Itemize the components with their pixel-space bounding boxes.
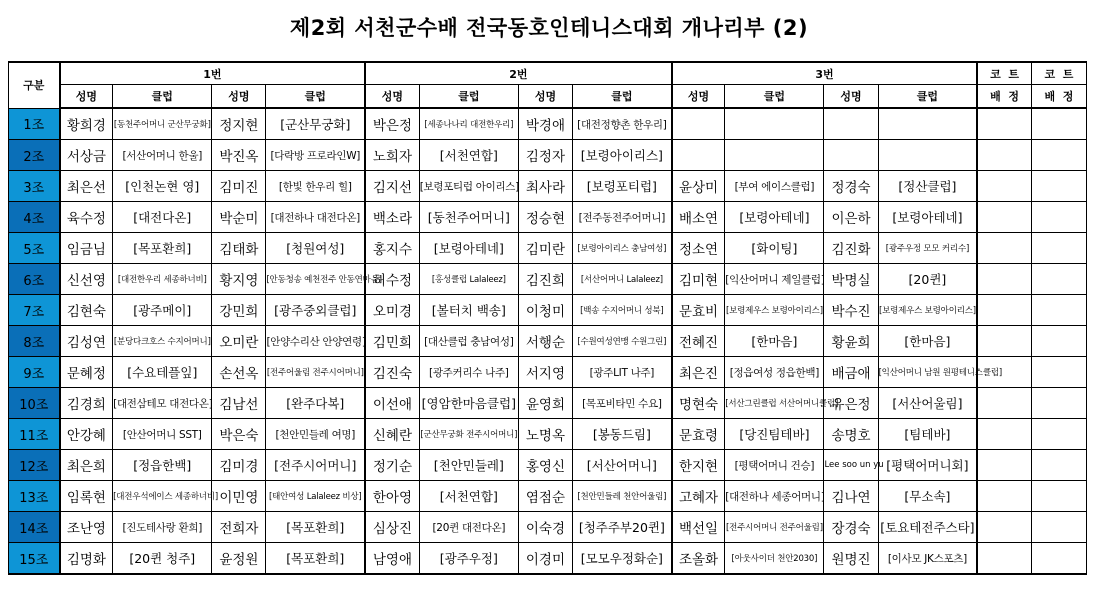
player-club: [군산무궁화] xyxy=(266,108,365,140)
player-club: [세종나나리 대전한우리] xyxy=(419,108,518,140)
player-club: [한빛 한우리 힐] xyxy=(266,171,365,202)
header-court-2: 코 트 xyxy=(1031,62,1086,85)
player-name: 송명호 xyxy=(824,419,878,450)
header-slot-2: 2번 xyxy=(365,62,672,85)
player-name xyxy=(672,140,725,171)
player-club: [안동청송 예천전주 안동연마음] xyxy=(266,264,365,295)
player-name: 김남선 xyxy=(212,388,266,419)
player-club: [광주우정] xyxy=(419,543,518,575)
player-club: [대전우석에이스 세종하너비] xyxy=(113,481,212,512)
player-name: 김성연 xyxy=(60,326,113,357)
player-name: 김미경 xyxy=(212,450,266,481)
player-club: [광주커리수 나주] xyxy=(419,357,518,388)
player-name: 백소라 xyxy=(365,202,419,233)
court-assign-2 xyxy=(1031,108,1086,140)
player-club: [태안여성 Lalaleez 비상] xyxy=(266,481,365,512)
player-name: 서상금 xyxy=(60,140,113,171)
player-name: 정경숙 xyxy=(824,171,878,202)
player-club: [보령아테네] xyxy=(419,233,518,264)
player-name: 이숙경 xyxy=(518,512,572,543)
player-name: 장경숙 xyxy=(824,512,878,543)
player-club: [인천논현 영] xyxy=(113,171,212,202)
player-club: [목포환희] xyxy=(266,543,365,575)
player-club: [목포환희] xyxy=(113,233,212,264)
group-row xyxy=(9,233,1087,264)
player-club: [백송 수지어머니 성북] xyxy=(573,295,672,326)
player-name: 이경미 xyxy=(518,543,572,575)
player-name: 이민영 xyxy=(212,481,266,512)
player-name: 황윤희 xyxy=(824,326,878,357)
group-label: 14조 xyxy=(9,512,60,543)
court-assign-2 xyxy=(1031,419,1086,450)
player-club: [군산무궁화 전주시어머니] xyxy=(419,419,518,450)
player-club: [모모우정화순] xyxy=(573,543,672,575)
court-assign-2 xyxy=(1031,295,1086,326)
player-club: [보령아이리스] xyxy=(573,140,672,171)
header-name: 성명 xyxy=(365,85,419,109)
player-club: [목포환희] xyxy=(266,512,365,543)
player-club: [안산어머니 SST] xyxy=(113,419,212,450)
header-name: 성명 xyxy=(60,85,113,109)
player-name: 박명실 xyxy=(824,264,878,295)
group-label: 11조 xyxy=(9,419,60,450)
player-name: 서지영 xyxy=(518,357,572,388)
player-name: 최은희 xyxy=(60,450,113,481)
player-name: 박순미 xyxy=(212,202,266,233)
header-club: 클럽 xyxy=(878,85,977,109)
player-club: [대전정향촌 한우리] xyxy=(573,108,672,140)
court-assign-1 xyxy=(977,171,1031,202)
player-club: [목포비타민 수요] xyxy=(573,388,672,419)
player-name: 김진희 xyxy=(518,264,572,295)
player-name: 정기순 xyxy=(365,450,419,481)
player-name: 안강혜 xyxy=(60,419,113,450)
group-row xyxy=(9,512,1087,543)
group-row xyxy=(9,450,1087,481)
player-name: 한지현 xyxy=(672,450,725,481)
player-club: [분당다크호스 수지어머니] xyxy=(113,326,212,357)
player-club: [서산어머니 Lalaleez] xyxy=(573,264,672,295)
player-name: 박수진 xyxy=(824,295,878,326)
player-club xyxy=(725,108,824,140)
court-assign-1 xyxy=(977,295,1031,326)
court-assign-1 xyxy=(977,264,1031,295)
player-club: [대전한우리 세종하너비] xyxy=(113,264,212,295)
player-club: [20퀸 청주] xyxy=(113,543,212,575)
player-name: 김현숙 xyxy=(60,295,113,326)
player-club: [수원여성연맹 수원그린] xyxy=(573,326,672,357)
player-club: [다락방 프로라인W] xyxy=(266,140,365,171)
player-name: 문효비 xyxy=(672,295,725,326)
player-name: 이청미 xyxy=(518,295,572,326)
player-club xyxy=(878,108,977,140)
player-club: [전주어울림 전주시어머니] xyxy=(266,357,365,388)
player-name: 명현숙 xyxy=(672,388,725,419)
player-name: 김미란 xyxy=(518,233,572,264)
header-club: 클럽 xyxy=(573,85,672,109)
court-assign-2 xyxy=(1031,357,1086,388)
group-label: 9조 xyxy=(9,357,60,388)
court-assign-2 xyxy=(1031,233,1086,264)
court-assign-1 xyxy=(977,512,1031,543)
group-row xyxy=(9,357,1087,388)
header-name: 성명 xyxy=(672,85,725,109)
player-name: 한아영 xyxy=(365,481,419,512)
player-name: 김진화 xyxy=(824,233,878,264)
header-name: 성명 xyxy=(824,85,878,109)
player-name xyxy=(824,140,878,171)
player-name: 김명화 xyxy=(60,543,113,575)
player-name: 박은정 xyxy=(365,108,419,140)
player-name: 김미현 xyxy=(672,264,725,295)
player-club: [동천주어머니] xyxy=(419,202,518,233)
player-name: 김경희 xyxy=(60,388,113,419)
player-name: 배금애 xyxy=(824,357,878,388)
player-name: 백선일 xyxy=(672,512,725,543)
player-club xyxy=(878,140,977,171)
player-name: 김태화 xyxy=(212,233,266,264)
player-name: 윤영희 xyxy=(518,388,572,419)
player-name: 임금님 xyxy=(60,233,113,264)
court-assign-2 xyxy=(1031,202,1086,233)
player-name: 이선애 xyxy=(365,388,419,419)
court-assign-2 xyxy=(1031,512,1086,543)
player-name: 심상진 xyxy=(365,512,419,543)
court-assign-1 xyxy=(977,233,1031,264)
player-club: [서천연합] xyxy=(419,140,518,171)
player-name: 노희자 xyxy=(365,140,419,171)
header-name: 성명 xyxy=(212,85,266,109)
player-club: [한마음] xyxy=(878,326,977,357)
group-label: 10조 xyxy=(9,388,60,419)
player-club: [평택어머니 건승] xyxy=(725,450,824,481)
player-club: [한마음] xyxy=(725,326,824,357)
player-club: [홍성클럽 Lalaleez] xyxy=(419,264,518,295)
player-name: 김정자 xyxy=(518,140,572,171)
player-club: [토요테전주스타] xyxy=(878,512,977,543)
player-name: 홍영신 xyxy=(518,450,572,481)
player-name: 최사라 xyxy=(518,171,572,202)
player-name xyxy=(824,108,878,140)
player-name: 조올화 xyxy=(672,543,725,575)
header-assign-1: 배 정 xyxy=(977,85,1031,109)
player-name: 정소연 xyxy=(672,233,725,264)
player-club: [보령아테네] xyxy=(725,202,824,233)
header-club: 클럽 xyxy=(266,85,365,109)
court-assign-2 xyxy=(1031,326,1086,357)
player-name: 전희자 xyxy=(212,512,266,543)
player-name: 김지선 xyxy=(365,171,419,202)
group-row xyxy=(9,171,1087,202)
player-club xyxy=(725,140,824,171)
player-name: 고혜자 xyxy=(672,481,725,512)
player-club: [광주우정 모모 커리수] xyxy=(878,233,977,264)
player-name: 최은진 xyxy=(672,357,725,388)
court-assign-2 xyxy=(1031,481,1086,512)
group-row xyxy=(9,543,1087,575)
header-club: 클럽 xyxy=(419,85,518,109)
group-row xyxy=(9,108,1087,140)
player-name: 이은하 xyxy=(824,202,878,233)
player-club: [대전다온] xyxy=(113,202,212,233)
court-assign-2 xyxy=(1031,543,1086,575)
player-name: 배소연 xyxy=(672,202,725,233)
player-name: 서행순 xyxy=(518,326,572,357)
header-gubun: 구분 xyxy=(9,62,60,108)
player-club: [볼터치 백송] xyxy=(419,295,518,326)
player-club: [이사모 JK스포츠] xyxy=(878,543,977,575)
court-assign-1 xyxy=(977,140,1031,171)
player-name: 황지영 xyxy=(212,264,266,295)
header-assign-2: 배 정 xyxy=(1031,85,1086,109)
group-table xyxy=(8,61,1087,575)
group-label: 13조 xyxy=(9,481,60,512)
group-row xyxy=(9,202,1087,233)
player-name: 유은정 xyxy=(824,388,878,419)
group-row xyxy=(9,419,1087,450)
group-label: 2조 xyxy=(9,140,60,171)
player-club: [익산어머니 남원 원평테니스클럽] xyxy=(878,357,977,388)
player-club: [수요테플잎] xyxy=(113,357,212,388)
player-club: [보령아이리스 충남여성] xyxy=(573,233,672,264)
player-club: [정읍여성 정읍한백] xyxy=(725,357,824,388)
court-assign-1 xyxy=(977,202,1031,233)
player-club: [동천주어머니 군산무궁화] xyxy=(113,108,212,140)
court-assign-2 xyxy=(1031,388,1086,419)
group-row xyxy=(9,295,1087,326)
court-assign-2 xyxy=(1031,171,1086,202)
player-club: [완주다복] xyxy=(266,388,365,419)
court-assign-2 xyxy=(1031,450,1086,481)
player-club: [전주동전주어머니] xyxy=(573,202,672,233)
player-name: 오미경 xyxy=(365,295,419,326)
player-name: 김나연 xyxy=(824,481,878,512)
player-name: 윤정원 xyxy=(212,543,266,575)
court-assign-1 xyxy=(977,388,1031,419)
group-label: 7조 xyxy=(9,295,60,326)
player-name: 박진옥 xyxy=(212,140,266,171)
court-assign-2 xyxy=(1031,264,1086,295)
court-assign-1 xyxy=(977,450,1031,481)
player-club: [20퀸 대전다온] xyxy=(419,512,518,543)
player-club: [보령포티럽 아이리스] xyxy=(419,171,518,202)
player-name: 최은선 xyxy=(60,171,113,202)
player-club: [서천연합] xyxy=(419,481,518,512)
court-assign-1 xyxy=(977,326,1031,357)
player-name: 홍지수 xyxy=(365,233,419,264)
player-name: 김민희 xyxy=(365,326,419,357)
player-club: [전주시어머니 전주어울림] xyxy=(725,512,824,543)
player-club: [안양수리산 안양연령] xyxy=(266,326,365,357)
group-row xyxy=(9,481,1087,512)
group-label: 1조 xyxy=(9,108,60,140)
player-name xyxy=(672,108,725,140)
player-club: [아웃사이더 천안2030] xyxy=(725,543,824,575)
court-assign-2 xyxy=(1031,140,1086,171)
player-club: [진도테사랑 환희] xyxy=(113,512,212,543)
player-club: [대전삼테모 대전다온] xyxy=(113,388,212,419)
player-club: [천안민들레 여명] xyxy=(266,419,365,450)
court-assign-1 xyxy=(977,419,1031,450)
player-name: 신선영 xyxy=(60,264,113,295)
player-club: [평택어머니회] xyxy=(878,450,977,481)
player-name: 박경애 xyxy=(518,108,572,140)
player-club: [광주LIT 나주] xyxy=(573,357,672,388)
court-assign-1 xyxy=(977,481,1031,512)
player-club: [당진팀테바] xyxy=(725,419,824,450)
player-name: 노명옥 xyxy=(518,419,572,450)
court-assign-1 xyxy=(977,108,1031,140)
player-club: [서산그린클럽 서산어머니클럽] xyxy=(725,388,824,419)
player-name: 김미진 xyxy=(212,171,266,202)
header-club: 클럽 xyxy=(113,85,212,109)
player-club: [영암한마음클럽] xyxy=(419,388,518,419)
player-name: 육수정 xyxy=(60,202,113,233)
header-court-1: 코 트 xyxy=(977,62,1031,85)
player-club: [광주메이] xyxy=(113,295,212,326)
player-club: [정산클럽] xyxy=(878,171,977,202)
group-label: 6조 xyxy=(9,264,60,295)
player-name: 남영애 xyxy=(365,543,419,575)
player-club: [서산어울림] xyxy=(878,388,977,419)
player-name: Lee soo un yu xyxy=(824,450,878,481)
group-label: 5조 xyxy=(9,233,60,264)
player-club: [광주중외클럽] xyxy=(266,295,365,326)
header-name: 성명 xyxy=(518,85,572,109)
group-label: 3조 xyxy=(9,171,60,202)
player-name: 문효령 xyxy=(672,419,725,450)
player-name: 전혜진 xyxy=(672,326,725,357)
player-name: 허수정 xyxy=(365,264,419,295)
player-club: [보령포티럽] xyxy=(573,171,672,202)
player-club: [보령아테네] xyxy=(878,202,977,233)
header-club: 클럽 xyxy=(725,85,824,109)
group-label: 15조 xyxy=(9,543,60,575)
player-club: [전주시어머니] xyxy=(266,450,365,481)
player-name: 원명진 xyxy=(824,543,878,575)
player-name: 강민희 xyxy=(212,295,266,326)
player-club: [무소속] xyxy=(878,481,977,512)
player-club: [천안민들레 천안어울림] xyxy=(573,481,672,512)
player-name: 손선옥 xyxy=(212,357,266,388)
player-club: [서산어머니 한울] xyxy=(113,140,212,171)
player-name: 윤상미 xyxy=(672,171,725,202)
group-row xyxy=(9,264,1087,295)
player-club: [청주주부20퀸] xyxy=(573,512,672,543)
player-club: [익산어머니 제일클럽] xyxy=(725,264,824,295)
player-club: [부여 에이스클럽] xyxy=(725,171,824,202)
player-name: 조난영 xyxy=(60,512,113,543)
player-club: [대산클럽 충남여성] xyxy=(419,326,518,357)
player-club: [팀테바] xyxy=(878,419,977,450)
player-name: 김진숙 xyxy=(365,357,419,388)
group-label: 8조 xyxy=(9,326,60,357)
player-name: 정승현 xyxy=(518,202,572,233)
player-name: 임록현 xyxy=(60,481,113,512)
player-club: [보령제우스 보령아이리스] xyxy=(878,295,977,326)
player-club: [정읍한백] xyxy=(113,450,212,481)
player-club: [보령제우스 보령아이리스] xyxy=(725,295,824,326)
page-title: 제2회 서천군수배 전국동호인테니스대회 개나리부 (2) xyxy=(289,16,809,40)
player-club: [서산어머니] xyxy=(573,450,672,481)
group-row xyxy=(9,388,1087,419)
player-club: [20퀸] xyxy=(878,264,977,295)
player-name: 오미란 xyxy=(212,326,266,357)
group-label: 4조 xyxy=(9,202,60,233)
player-name: 문혜정 xyxy=(60,357,113,388)
player-club: [화이팅] xyxy=(725,233,824,264)
player-name: 염점순 xyxy=(518,481,572,512)
player-club: [청원여성] xyxy=(266,233,365,264)
player-name: 황희경 xyxy=(60,108,113,140)
player-club: [봉동드림] xyxy=(573,419,672,450)
group-row xyxy=(9,326,1087,357)
player-club: [천안민들레] xyxy=(419,450,518,481)
player-club: [대전하나 세종어머니] xyxy=(725,481,824,512)
group-row xyxy=(9,140,1087,171)
player-name: 정지현 xyxy=(212,108,266,140)
header-slot-1: 1번 xyxy=(60,62,366,85)
player-name: 박은숙 xyxy=(212,419,266,450)
court-assign-1 xyxy=(977,543,1031,575)
group-label: 12조 xyxy=(9,450,60,481)
header-slot-3: 3번 xyxy=(672,62,978,85)
player-club: [대전하나 대전다온] xyxy=(266,202,365,233)
player-name: 신혜란 xyxy=(365,419,419,450)
